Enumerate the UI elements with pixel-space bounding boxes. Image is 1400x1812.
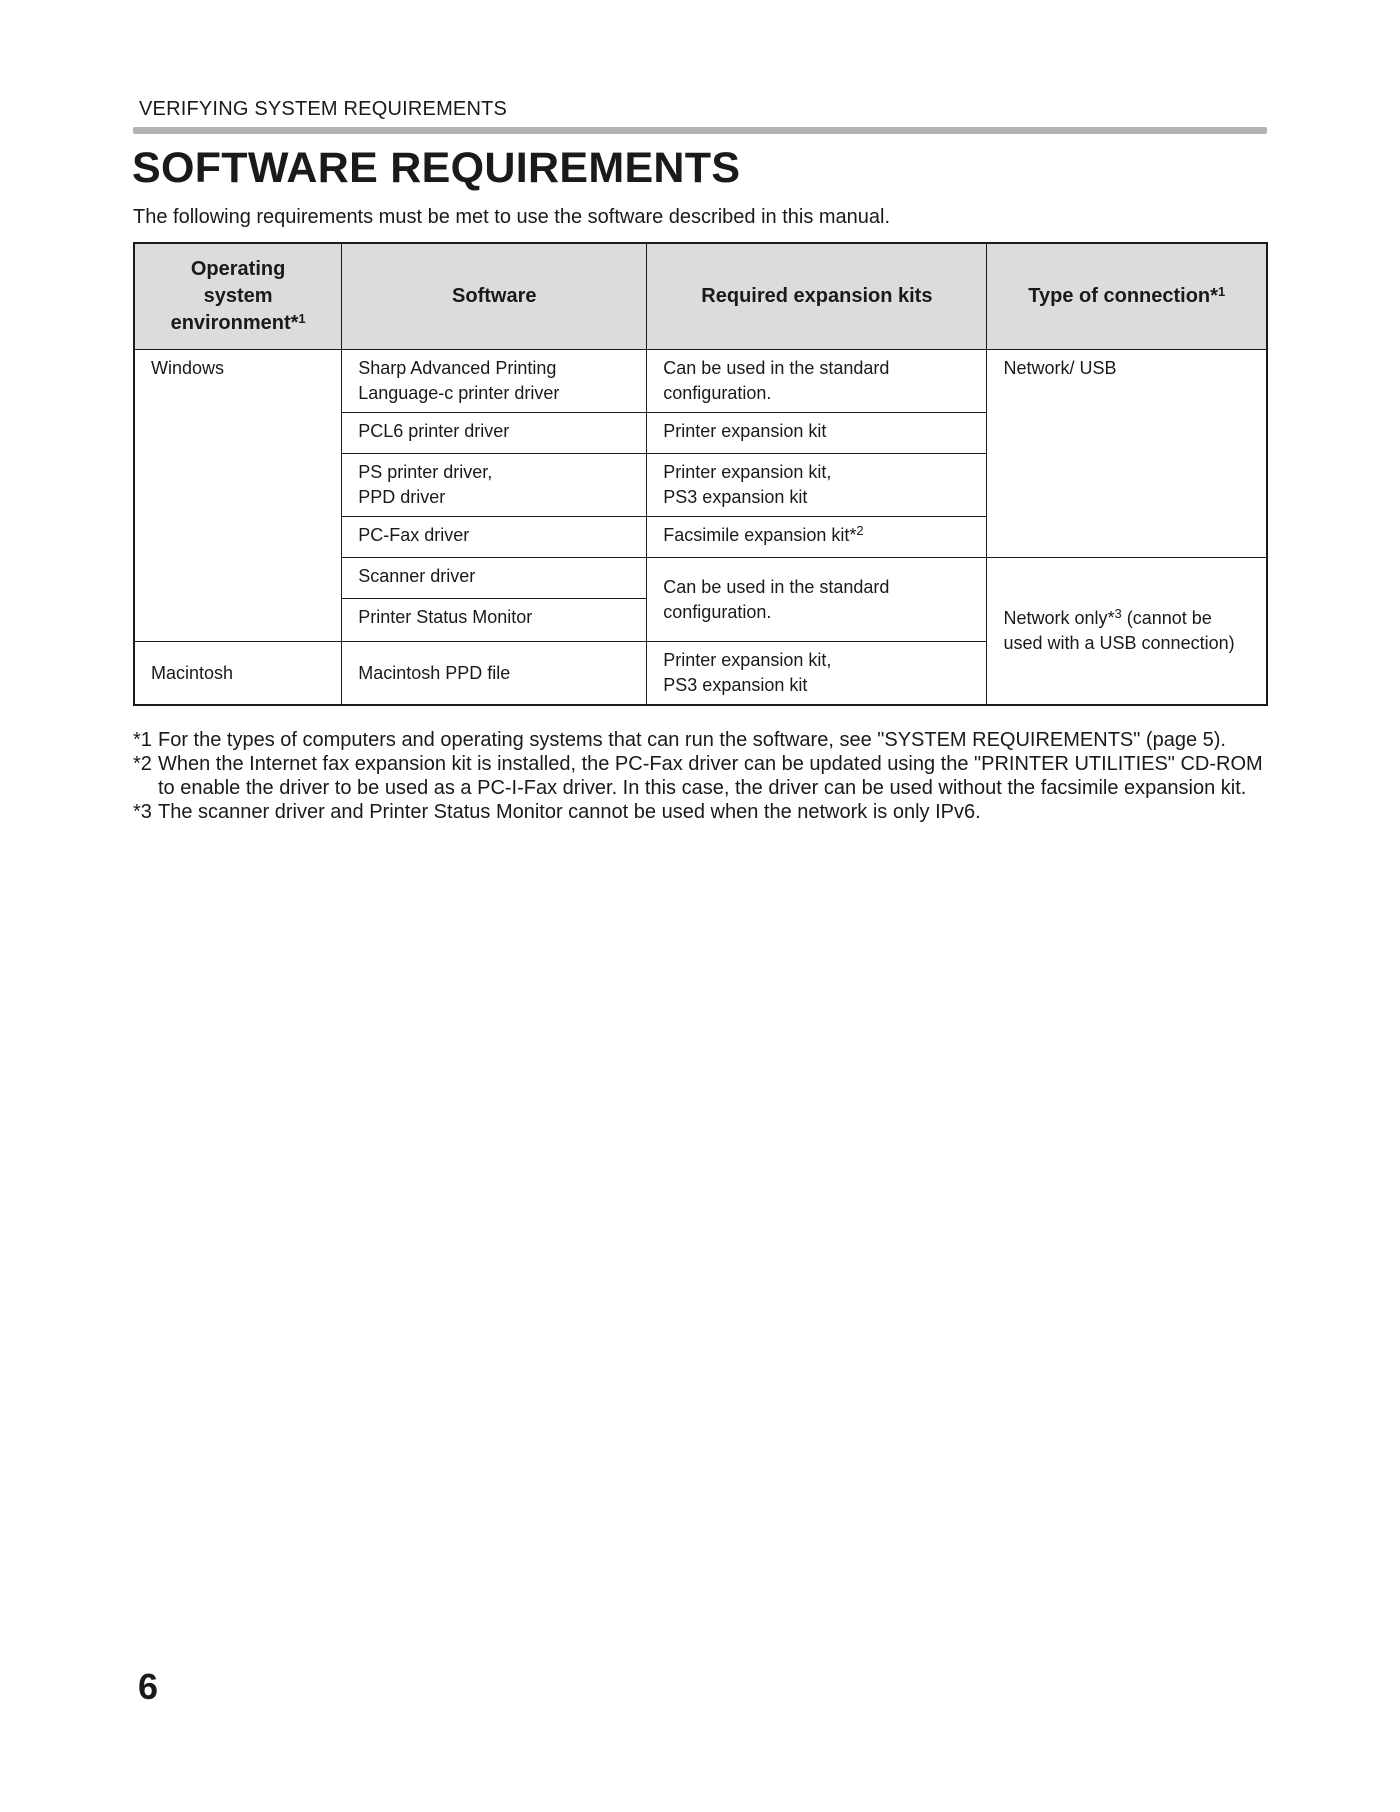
- software-cell: Macintosh PPD file: [342, 642, 647, 706]
- kits-cell: Printer expansion kit, PS3 expansion kit: [647, 642, 987, 706]
- footnote-text: When the Internet fax expansion kit is installed, the PC-Fax driver can be updated using the "PRINTER UTILITIES" CD-ROM to enable the driver to be used as a PC-I-Fax driver. In this case, the driver can be used without the facsimile expansion kit.: [158, 753, 1263, 799]
- software-cell: PC-Fax driver: [342, 517, 647, 558]
- connection-network-usb: Network/ USB: [987, 350, 1267, 558]
- kits-cell: Printer expansion kit, PS3 expansion kit: [647, 454, 987, 517]
- footnote-marker: *2: [133, 753, 152, 775]
- kits-cell: Facsimile expansion kit*$^2$: [647, 517, 987, 558]
- header-rule: [133, 127, 1267, 134]
- footnotes: [133, 728, 1273, 824]
- footnote-text: The scanner driver and Printer Status Monitor cannot be used when the network is only IPv6.: [158, 801, 981, 823]
- connection-network-only: Network only*$^3$ (cannot be used with a USB connection): [987, 558, 1267, 706]
- software-cell: Sharp Advanced Printing Language-c printer driver: [342, 350, 647, 413]
- kits-cell: Printer expansion kit: [647, 413, 987, 454]
- kits-cell: Can be used in the standard configuration.: [647, 350, 987, 413]
- intro-text: The following requirements must be met to use the software described in this manual.: [133, 206, 891, 228]
- software-cell: PS printer driver, PPD driver: [342, 454, 647, 517]
- kits-cell: Can be used in the standard configuration.: [647, 558, 987, 642]
- os-windows: Windows: [134, 350, 342, 642]
- header-software: Software: [342, 243, 647, 350]
- header-kits: Required expansion kits: [647, 243, 987, 350]
- page-title: SOFTWARE REQUIREMENTS: [132, 144, 741, 192]
- software-cell: Scanner driver: [342, 558, 647, 599]
- table-header-row: [134, 243, 1267, 350]
- section-label: VERIFYING SYSTEM REQUIREMENTS: [139, 98, 508, 120]
- footnote-text: For the types of computers and operating systems that can run the software, see "SYSTEM REQUIREMENTS" (page 5).: [158, 729, 1226, 751]
- footnote: [133, 800, 1273, 824]
- header-os: Operating system environment*$^1$: [134, 243, 342, 350]
- header-connection: Type of connection*$^1$: [987, 243, 1267, 350]
- software-cell: PCL6 printer driver: [342, 413, 647, 454]
- software-requirements-table: [133, 242, 1268, 706]
- footnote-marker: *3: [133, 801, 152, 823]
- os-macintosh: Macintosh: [134, 642, 342, 706]
- footnote: [133, 752, 1273, 800]
- footnote: [133, 728, 1273, 752]
- table-row: [134, 350, 1267, 413]
- software-cell: Printer Status Monitor: [342, 599, 647, 642]
- footnote-marker: *1: [133, 729, 152, 751]
- page-number: 6: [138, 1666, 159, 1707]
